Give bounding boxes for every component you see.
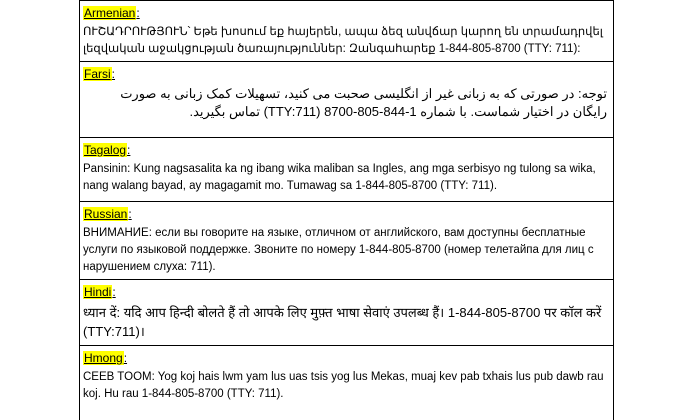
language-row-hindi	[80, 280, 613, 346]
language-notice-text: Pansinin: Kung nagsasalita ka ng ibang wika maliban sa Ingles, ang mga serbisyo ng tulong sa wika, nang walang bayad, ay magagamit mo. Tumawag sa 1-844-805-8700 (TTY: 711).	[83, 163, 596, 192]
language-label: Armenian:	[84, 6, 140, 20]
language-label: Farsi:	[84, 67, 116, 81]
language-notice-text: CEEB TOOM: Yog koj hais lwm yam lus uas tsis yog lus Mekas, muaj kev pab txhais lus pub dawb rau koj. Hu rau 1-844-805-8700 (TTY: 711).	[83, 371, 604, 400]
language-label-text: Farsi	[84, 67, 111, 81]
language-row-farsi	[80, 62, 613, 138]
language-notice-text: ध्यान दें: यदि आप हिन्दी बोलते हैं तो आपके लिए मुफ़्त भाषा सेवाएं उपलब्ध हैं। 1-844-805-8700 पर कॉल करें (TTY:711)।	[83, 305, 602, 339]
language-label: Hmong:	[84, 351, 128, 365]
language-notice-text: ՈՒՇԱԴՐՈՒԹՅՈՒՆ՝ Եթե խոսում եք հայերեն, ապա ձեզ անվճար կարող են տրամադրվել լեզվական աջակցության ծառայություններ: Զանգահարեք 1-844-805-8700 (TTY: 711):	[83, 26, 603, 55]
language-row-hmong	[80, 346, 613, 420]
language-label: Russian:	[84, 207, 132, 221]
language-label: Hindi:	[84, 285, 116, 299]
language-row-armenian	[80, 0, 613, 62]
language-row-tagalog	[80, 138, 613, 202]
language-assistance-table	[79, 0, 614, 420]
language-notice-text: توجه: در صورتی که به زبانی غیر از انگلیسی صحبت می کنید، تسهیلات کمک زبانی به صورت رایگان در اختیار شماست. با شماره 1-844-805-8700 (TTY:711) تماس بگیرید.	[120, 86, 607, 119]
language-label-text: Armenian	[84, 6, 136, 20]
language-row-russian	[80, 202, 613, 280]
language-label-text: Hindi	[84, 285, 112, 299]
language-label-text: Tagalog	[84, 143, 127, 157]
language-label-text: Hmong	[84, 351, 123, 365]
language-label-text: Russian	[84, 207, 128, 221]
language-notice-text: ВНИМАНИЕ: если вы говорите на языке, отличном от английского, вам доступны бесплатные услуги по языковой поддержке. Звоните по номеру 1-844-805-8700 (номер телетайпа для лиц с нарушением слуха: 711).	[83, 227, 594, 273]
language-label: Tagalog:	[84, 143, 131, 157]
